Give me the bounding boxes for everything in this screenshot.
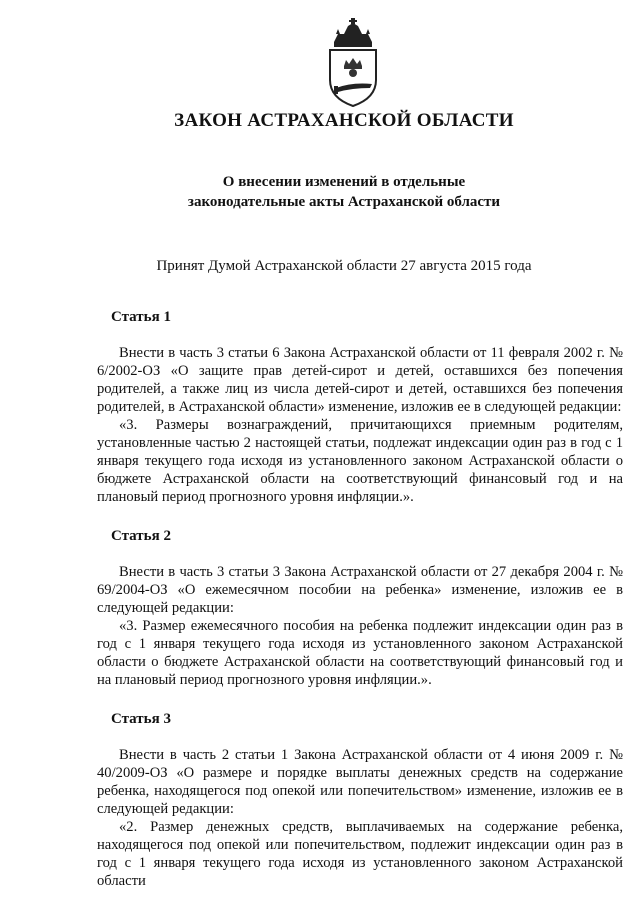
article-paragraph: Внести в часть 3 статьи 3 Закона Астраханской области от 27 декабря 2004 г. № 69/2004-ОЗ «О ежемесячном пособии на ребенка» изменение, изложив ее в следующей редакции: [97, 564, 623, 616]
article-paragraph: «3. Размер ежемесячного пособия на ребенка подлежит индексации один раз в год с 1 января текущего года исходя из установленного законом Астраханской области о бюджете Астраханской области на соответствующий финансовый год и на плановый период прогнозного уровня инфляции.». [97, 618, 623, 688]
document-body [97, 309, 623, 912]
article-paragraph: «2. Размер денежных средств, выплачиваемых на содержание ребенка, находящегося под опекой или попечительством, подлежит индексации один раз в год с 1 января текущего года исходя из установленного законом Астраханской области [97, 819, 623, 889]
article-2 [97, 528, 623, 689]
subtitle-line: законодательные акты Астраханской области [187, 194, 501, 210]
document-subtitle [48, 172, 640, 212]
astrakhan-coat-of-arms-icon [322, 18, 384, 108]
article-3 [97, 711, 623, 890]
article-paragraph: «3. Размеры вознаграждений, причитающихся приемным родителям, установленные частью 2 настоящей статьи, подлежат индексации один раз в год с 1 января текущего года исходя из установленного законом Астраханской области о бюджете Астраханской области на соответствующий финансовый год и на плановый период прогнозного уровня инфляции.». [97, 417, 623, 505]
article-paragraph: Внести в часть 2 статьи 1 Закона Астраханской области от 4 июня 2009 г. № 40/2009-ОЗ «О размере и порядке выплаты денежных средств на содержание ребенка, находящегося под опекой или попечительством» изменение, изложив ее в следующей редакции: [97, 747, 623, 817]
document-title: ЗАКОН АСТРАХАНСКОЙ ОБЛАСТИ [174, 110, 514, 131]
article-heading: Статья 1 [111, 309, 171, 325]
article-heading: Статья 3 [111, 711, 171, 727]
subtitle-line: О внесении изменений в отдельные [222, 174, 466, 190]
article-paragraph: Внести в часть 3 статьи 6 Закона Астраханской области от 11 февраля 2002 г. № 6/2002-ОЗ «О защите прав детей-сирот и детей, оставшихся без попечения родителей, а также лиц из числа детей-сирот и детей, оставшихся без попечения родителей, в Астраханской области» изменение, изложив ее в следующей редакции: [97, 345, 623, 415]
article-1 [97, 309, 623, 506]
adoption-line: Принят Думой Астраханской области 27 августа 2015 года [156, 258, 532, 274]
article-heading: Статья 2 [111, 528, 171, 544]
